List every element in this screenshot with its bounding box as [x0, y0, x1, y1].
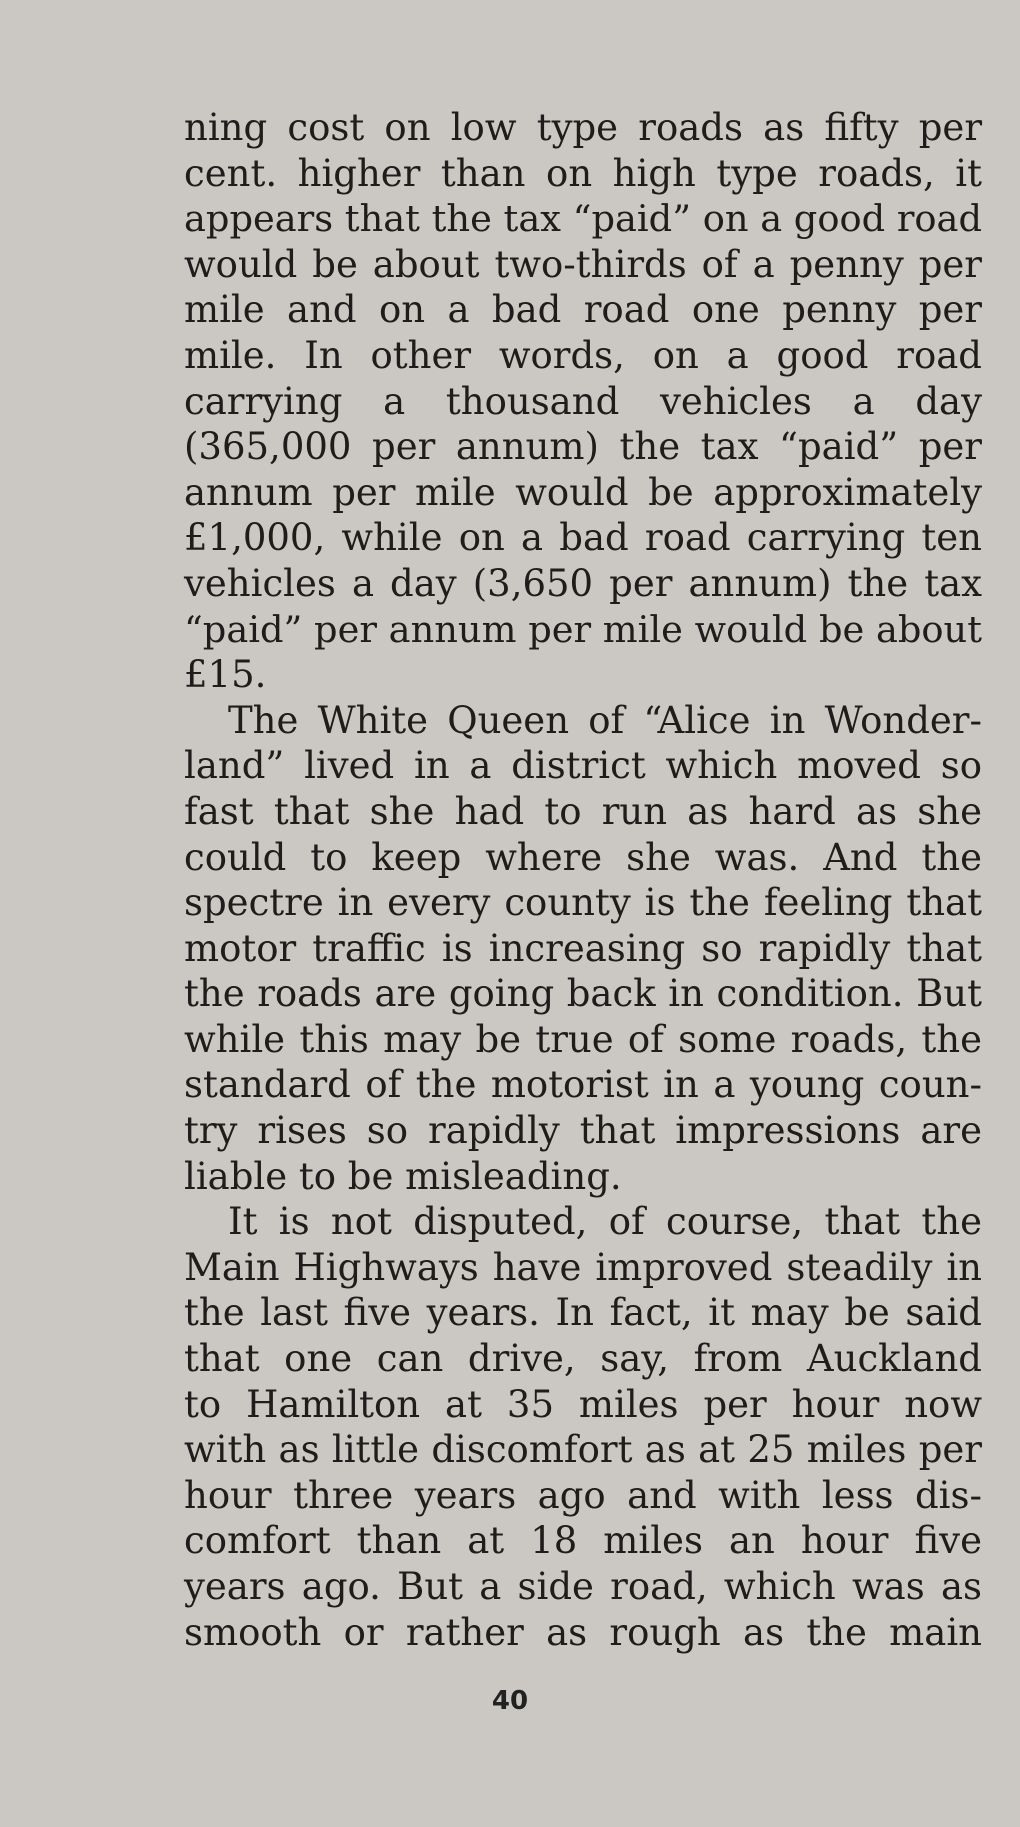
text-line: carrying a thousand vehicles a day	[184, 379, 982, 423]
text-line: Main Highways have improved steadily in	[184, 1245, 982, 1289]
text-line: The White Queen of “Alice in Wonder-	[228, 698, 982, 742]
text-line: vehicles a day (3,650 per annum) the tax	[184, 561, 982, 605]
body-text	[184, 105, 982, 1655]
paragraph-3	[184, 1199, 982, 1655]
text-line: while this may be true of some roads, the	[184, 1017, 982, 1061]
text-line: could to keep where she was. And the	[184, 835, 982, 879]
text-line: It is not disputed, of course, that the	[228, 1200, 982, 1244]
text-line: years ago. But a side road, which was as	[184, 1565, 982, 1608]
text-line: spectre in every county is the feeling that	[184, 881, 982, 925]
text-line: cent. higher than on high type roads, it	[184, 151, 982, 195]
text-line: £1,000, while on a bad road carrying ten	[184, 516, 982, 560]
text-line: liable to be misleading.	[184, 1154, 622, 1198]
text-line: ning cost on low type roads as fifty per	[184, 106, 982, 149]
text-line: standard of the motorist in a young coun-	[184, 1063, 982, 1107]
text-line: to Hamilton at 35 miles per hour now	[184, 1382, 982, 1426]
text-line: annum per mile would be approximately	[184, 470, 982, 514]
text-line: smooth or rather as rough as the main	[184, 1610, 982, 1654]
text-line: the roads are going back in condition. But	[184, 972, 982, 1016]
text-line: hour three years ago and with less dis-	[184, 1473, 982, 1517]
text-line: motor traffic is increasing so rapidly that	[184, 926, 982, 970]
text-line: “paid” per annum per mile would be about	[184, 607, 982, 651]
paragraph-1	[184, 105, 982, 698]
text-line: appears that the tax “paid” on a good road	[184, 197, 982, 241]
text-line: with as little discomfort as at 25 miles per	[184, 1428, 982, 1472]
text-line: fast that she had to run as hard as she	[184, 789, 982, 833]
text-line: comfort than at 18 miles an hour five	[184, 1519, 982, 1563]
text-line: mile and on a bad road one penny per	[184, 288, 982, 332]
text-line: try rises so rapidly that impressions are	[184, 1109, 982, 1153]
text-line: the last five years. In fact, it may be said	[184, 1291, 982, 1335]
text-line: mile. In other words, on a good road	[184, 333, 982, 377]
text-line: would be about two-thirds of a penny per	[184, 242, 982, 286]
text-line: £15.	[184, 653, 267, 697]
paragraph-2	[184, 698, 982, 1200]
text-line: that one can drive, say, from Auckland	[184, 1337, 982, 1381]
page-number: 40	[491, 1686, 529, 1716]
text-line: land” lived in a district which moved so	[184, 744, 982, 788]
text-line: (365,000 per annum) the tax “paid” per	[184, 425, 982, 469]
